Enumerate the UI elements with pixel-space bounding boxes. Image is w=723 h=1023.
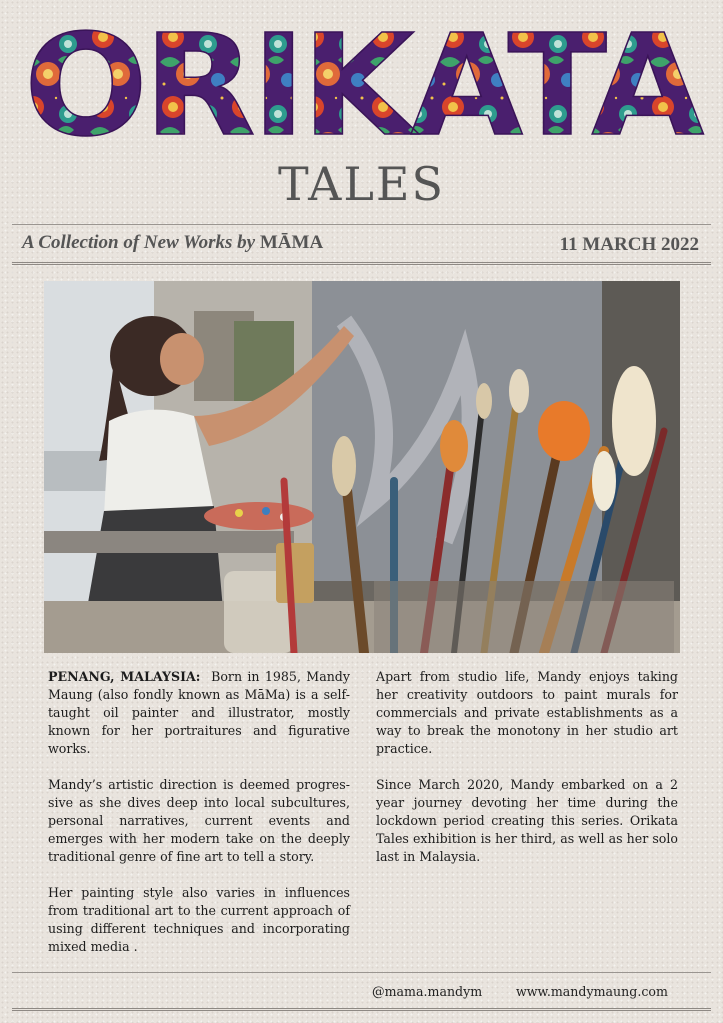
artist-painting-photo <box>44 281 680 653</box>
divider <box>12 224 711 225</box>
divider <box>12 972 711 973</box>
article-column-right <box>376 668 678 884</box>
artist-name: MĀMA <box>259 232 324 253</box>
masthead-title: ORIKATA <box>24 22 704 147</box>
tagline-prefix: A Collection of New Works by <box>22 232 256 253</box>
tagline <box>22 232 323 254</box>
masthead-logo <box>18 22 706 147</box>
divider <box>12 1008 711 1011</box>
article-paragraph: Her painting style also varies in influences from traditional art to the current approach of using different techniques and incorporating mixed media . <box>48 885 350 954</box>
article-paragraph: Apart from studio life, Mandy enjoys taking her creativity outdoors to paint murals for commercials and private establishments as a way to break the monotony in her studio art practice. <box>376 669 678 756</box>
issue-date: 11 MARCH 2022 <box>559 234 699 255</box>
article-column-left <box>48 668 350 974</box>
divider <box>12 262 711 265</box>
dateline: PENANG, MALAYSIA: <box>48 669 201 684</box>
masthead-subtitle: TALES <box>277 157 446 211</box>
social-handle-link[interactable]: @mama.mandym <box>372 984 483 999</box>
article-paragraph: Since March 2020, Mandy embarked on a 2 year journey devoting her time during the lockdown period creating this series. Orikata Tales exhibition is her third, as well as her solo last in Malaysia. <box>376 777 678 864</box>
paragraph-text: Born in 1985, Mandy Maung (also fondly known as MāMa) is a self-taught oil painter and illustrator, mostly known for her portraitures and figurative works. <box>48 669 350 756</box>
article-paragraph: Mandy’s artistic direction is deemed progressive as she dives deep into local subcultures, personal narratives, current events and emerges with her modern take on the deeply traditional genre of fine art to tell a story. <box>48 777 350 864</box>
article-paragraph <box>48 668 350 758</box>
website-link[interactable]: www.mandymaung.com <box>516 984 668 999</box>
